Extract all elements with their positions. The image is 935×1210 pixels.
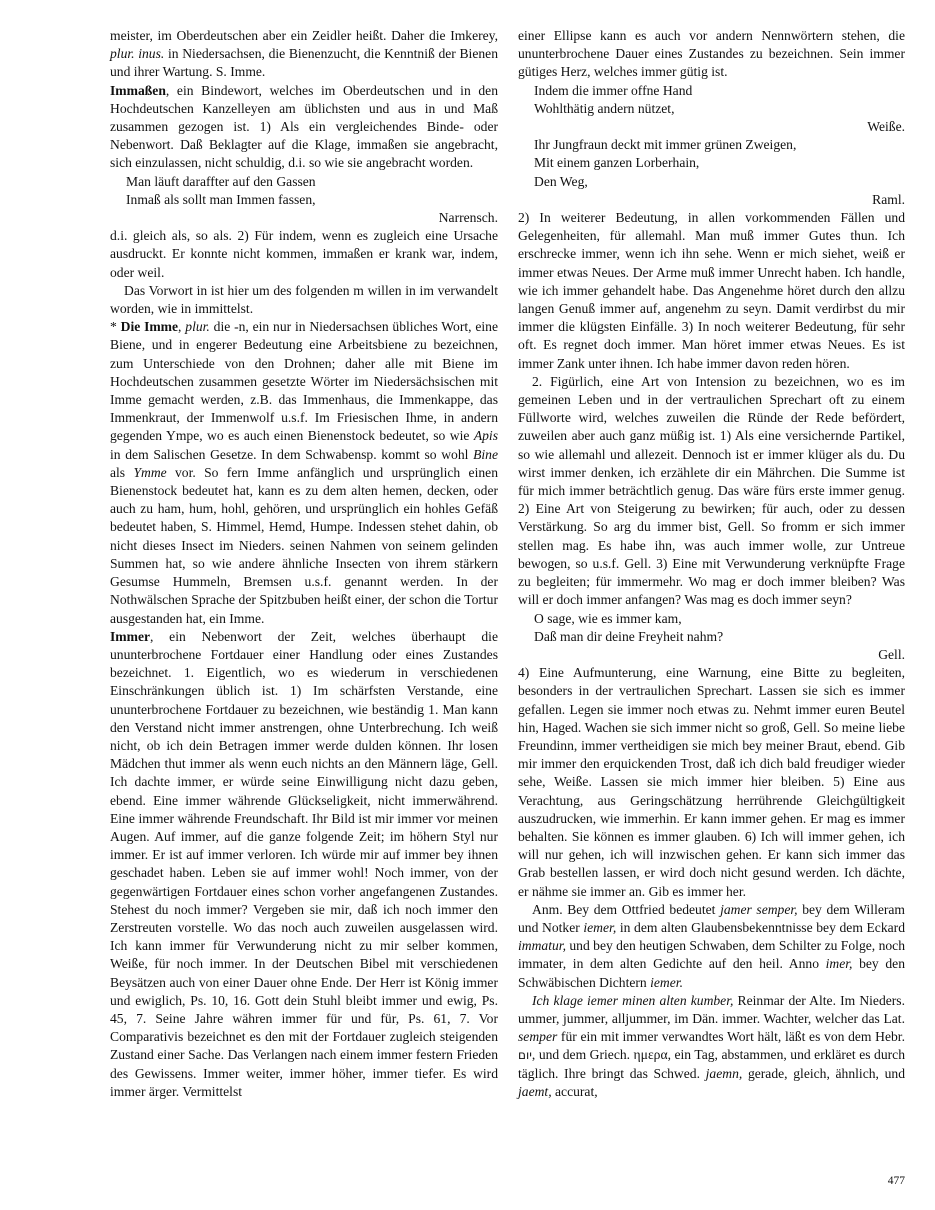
paragraph	[518, 664, 905, 901]
text-run: Den Weg,	[534, 173, 588, 189]
verse-line	[534, 173, 905, 191]
text-run: Ihr Jungfraun deckt mit immer grünen Zweigen,	[534, 137, 797, 153]
text-run: vor. So fern Imme anfänglich und ursprünglich einen Bienenstock bedeutet hat, kann es zu dem alten hemen, decken, oder auch zu ham, hum, hohl, gehören, und ursprünglich ein hohles Gefäß bedeutet haben, S. Himmel, Hemd, Humpe. Indessen stehet dahin, ob nicht dieses Insect im Nieders. seinen Nahmen von seinem gelinden Summen hat, so wie andere ähnliche Insecten von ihrem stärkern Gesumse Hummeln, Bremsen u.s.f. genannt werden. In der Nothwälschen Sprache der Spitzbuben heißt einer, der schon die Tortur ausgestanden hat, ein Imme.	[110, 464, 498, 626]
paragraph	[110, 82, 498, 173]
paragraph	[110, 628, 498, 1101]
source-reference	[518, 118, 905, 136]
italic-text: plur. inus.	[110, 46, 165, 62]
text-run: Raml.	[872, 191, 905, 207]
italic-text: jaemn,	[705, 1065, 743, 1081]
text-run: und bey den heutigen Schwaben, dem Schilter zu Folge, noch immater, in dem alten Gedichte auf den heil. Anno	[518, 938, 905, 972]
left-column	[110, 27, 498, 1101]
italic-text: Ich klage iemer minen alten kumber,	[532, 992, 734, 1008]
text-run: , und dem Griech. ημερα, ein Tag, abstammen, und erkläret es durch täglich. Ihre bringt das Schwed.	[518, 1047, 905, 1081]
text-run: einer Ellipse kann es auch vor andern Nennwörtern stehen, die ununterbrochene Dauer eines Zustandes zu bezeichnen. Sein immer gütiges Herz, welches immer gütig ist.	[518, 28, 905, 80]
text-run: Anm. Bey dem Ottfried bedeutet	[532, 901, 721, 917]
headword: Die Imme	[120, 319, 179, 335]
source-reference	[518, 191, 905, 209]
paragraph	[518, 901, 905, 992]
text-run: Mit einem ganzen Lorberhain,	[534, 155, 700, 171]
headword: Immaßen	[110, 82, 166, 98]
italic-text: iemer.	[650, 974, 683, 990]
verse-line	[534, 628, 905, 646]
text-run: 2) In weiterer Bedeutung, in allen vorkommenden Fällen und Gelegenheiten, für allemahl. Man muß immer Gutes thun. Ich erschrecke immer, wenn ich ihn sehe. Wenn er mich siehet, weiß er immer etwas Neues. Der Arme muß immer Unrecht haben. Ich handle, wie ich immer gehandelt habe. Das Angenehme höret durch den allzu langen Genuß immer auf, angenehm zu seyn. Damit verdirbst du mir immer die klügsten Einfälle. 3) In noch weiterer Bedeutung, für sehr oft. Es regnet doch immer. Man höret immer etwas Neues. Es ist immer Zank unter ihnen. Ich habe immer davon reden hören.	[518, 210, 905, 371]
italic-text: immatur,	[518, 938, 566, 954]
verse-line	[534, 136, 905, 154]
text-run: 2. Figürlich, eine Art von Intension zu bezeichnen, wo es im gemeinen Leben und in der vertraulichen Sprechart oft zu einem Füllworte wird, welches zuweilen die Ründe der Rede befördert, zuweilen aber auch ganz müßig ist. 1) Als eine versichernde Partikel, so wie allemahl und allezeit. Dennoch ist er immer klüger als du. Du wirst immer denken, ich erzählete dir ein Mährchen. Die Summe ist für mich immer beträchtlich genug. Das wäre fürs erste immer genug. 2) Eine Art von Steigerung zu bewirken; für auch, oder zu dessen Verstärkung. So arg du immer bist, Gell. So fromm er sich immer stellen mag. Es habe ihn, was auch immer wolle, zur Untreue bewogen, so u.s.f. Gell. 3) Eine mit Verwunderung verknüpfte Frage zu begleiten; für immermehr. Wo mag er doch immer bleiben? Was will er doch immer anfangen? Was mag es doch immer seyn?	[518, 373, 905, 608]
text-run: Wohlthätig andern nützet,	[534, 100, 675, 116]
verse-line	[126, 191, 498, 209]
text-run: Inmaß als sollt man Immen fassen,	[126, 191, 316, 207]
italic-text: iemer,	[583, 919, 617, 935]
text-run: d.i. gleich als, so als. 2) Für indem, wenn es zugleich eine Ursache ausdruckt. Er konnte nicht kommen, immaßen er krank war, indem, oder weil.	[110, 228, 498, 280]
text-run: bey dem Willeram und Notker	[518, 901, 906, 935]
text-run: Weiße.	[867, 119, 905, 135]
verse-line	[534, 154, 905, 172]
paragraph	[110, 27, 498, 82]
text-run: für ein mit immer verwandtes Wort hält, läßt es von dem Hebr.	[557, 1029, 905, 1045]
text-run: *	[110, 319, 121, 335]
paragraph	[110, 282, 498, 318]
italic-text: semper	[518, 1029, 558, 1045]
text-run: in dem alten Glaubensbekenntnisse bey dem Eckard	[616, 919, 905, 935]
italic-text: Bine	[473, 446, 498, 462]
text-run: , ein Nebenwort der Zeit, welches überhaupt die ununterbrochene Fortdauer einer Handlung oder eines Zustandes bezeichnet. 1. Eigentlich, wo es wiederum in verschiedenen Einschränkungen üblich ist. 1) Im schärfsten Verstande, eine ununterbrochene Fortdauer zu bezeichnen, wie beständig 1. Man kann den Verstand nicht immer anstrengen, ohne Unterbrechung. Ich weiß nicht, ob ich dein Betragen immer werde dulden können. Ihr losen Mädchen thut immer als wenn euch nichts an den Männern läge, Gell. Ich dachte immer, er würde seine Einwilligung nicht dazu geben, ebend. Eine immer währende Glückseligkeit, nicht immerwährend. Eine immer währende Freundschaft. Ihr Bild ist mir immer vor meinen Augen. Auf immer, auf die ganze folgende Zeit; im höhern Styl nur immer. Er ist auf immer verloren. Ich würde mir auf immer bey ihnen geschadet haben. Leben sie auf immer wohl! Noch immer, von der gegenwärtigen Fortdauer eines schon vorher angefangenen Zustandes. Stehest du noch immer? Vergeben sie mir, daß ich noch immer den Zerstreuten vorstelle. Wo das noch auch zuweilen ausgelassen wird. Ich kann immer für Verwunderung nicht zu mir selber kommen, Weiße, für noch immer. In der Deutschen Bibel mit verschiedenen Beysätzen auch von einer Dauer ohne Ende. Der Herr ist König immer und ewiglich, Ps. 10, 16. Gott dein Stuhl bleibt immer und ewig, Ps. 45, 7. Seine Jahre währen immer für und für, Ps. 61, 7. Vor Comparativis bezeichnet es den mit der Fortdauer zugleich steigenden Zustand einer Sache. Das Verlangen nach einem immer festern Frieden des Gewissens. Immer weiter, immer höher, immer tiefer. Es wird immer ärger. Vermittelst	[110, 628, 498, 1099]
text-run: Man läuft daraffter auf den Gassen	[126, 173, 316, 189]
text-run: Indem die immer offne Hand	[534, 82, 693, 98]
hebrew-word: יום	[518, 1048, 532, 1063]
paragraph	[518, 373, 905, 610]
text-run: Narrensch.	[438, 210, 498, 226]
text-run: gerade, gleich, ähnlich, und	[742, 1065, 905, 1081]
text-run: in dem Salischen Gesetze. In dem Schwabensp. kommt so wohl	[110, 446, 474, 462]
italic-text: jaemt,	[518, 1083, 552, 1099]
text-run: die -n, ein nur in Niedersachsen übliches Wort, eine Biene, und in engerer Bedeutung eine Arbeitsbiene zu bezeichnen, zum Unterschiede von den Drohnen; daher alle mit Biene im Hochdeutschen zusammen gesetzte Wörter im Niedersächsischen mit Imme gemacht werden, z.B. das Immenhaus, die Immenkappe, das Immenkraut, der Immenwolf u.s.f. Im Friesischen Ihme, in andern gegenden Ympe, wo es auch einen Bienenstock bedeutet, so wie	[110, 319, 499, 444]
text-run: Gell.	[878, 646, 905, 662]
paragraph	[110, 227, 498, 282]
verse-line	[534, 610, 905, 628]
page-number: 477	[887, 1175, 905, 1187]
text-run: ,	[178, 319, 186, 335]
verse-line	[534, 100, 905, 118]
italic-text: jamer semper,	[720, 901, 798, 917]
paragraph	[518, 27, 905, 82]
italic-text: Ymme	[133, 464, 167, 480]
text-run: Das Vorwort in ist hier um des folgenden m willen in im verwandelt worden, wie in immittelst.	[110, 282, 498, 317]
paragraph	[518, 992, 905, 1101]
text-run: 4) Eine Aufmunterung, eine Warnung, eine Bitte zu begleiten, besonders in der vertraulichen Sprechart. Lassen sie sich es immer gefallen. Legen sie immer noch etwas zu. Nehmt immer euren Beutel hin, Haged. Wachen sie sich immer nicht so groß, Gell. So meine liebe Freundinn, immer vertheidigen sie mich bey meiner Braut, ebend. Gib mir immer den erquickenden Trost, daß ich dich bald freudiger wieder sehe, Weiße. Lassen sie mich immer hier bleiben. 5) Eine aus Verachtung, aus Geringschätzung herrührende Gleichgültigkeit auszudrucken, wie immerhin. Er kann immer gehen. Er mag es immer behalten. Sie können es immer glauben. 6) Ich will immer gehen, ich will nur gehen, ich will inzwischen gehen. Er kann sich immer das Grab bestellen lassen, er wird doch nicht gesund werden. Ich dächte, er nähme sie immer an. Gib es immer her.	[518, 665, 905, 899]
headword: Immer	[110, 628, 151, 644]
italic-text: Apis	[473, 428, 498, 444]
source-reference	[518, 646, 905, 664]
text-run: Reinmar der Alte. Im Nieders. ummer, jummer, alljummer, im Dän. immer. Wachter, welcher das Lat.	[518, 992, 905, 1026]
verse-line	[534, 82, 905, 100]
text-run: , ein Bindewort, welches im Oberdeutschen und in den Hochdeutschen Kanzelleyen am üblichsten und aus in und Maß zusammen gezogen ist. 1) Als ein vergleichendes Binde- oder Nebenwort. Daß Beklagter auf die Klage, immaßen sie angebracht, sich einzulassen, nicht schuldig, d.i. so wie sie angebracht worden.	[110, 82, 498, 171]
source-reference	[110, 209, 498, 227]
paragraph	[518, 209, 905, 373]
paragraph	[110, 318, 498, 627]
italic-text: imer,	[825, 956, 853, 972]
text-run: meister, im Oberdeutschen aber ein Zeidler heißt. Daher die Imkerey,	[110, 28, 498, 43]
text-run: Daß man dir deine Freyheit nahm?	[534, 628, 724, 644]
text-run: bey den Schwäbischen Dichtern	[518, 956, 905, 990]
text-run: accurat,	[551, 1083, 598, 1099]
text-run: als	[110, 464, 134, 480]
right-column	[518, 27, 905, 1101]
verse-line	[126, 173, 498, 191]
text-run: in Niedersachsen, die Bienenzucht, die Kenntniß der Bienen und ihrer Wartung. S. Imme.	[110, 46, 498, 80]
italic-text: plur.	[185, 319, 210, 335]
text-run: O sage, wie es immer kam,	[534, 610, 682, 626]
